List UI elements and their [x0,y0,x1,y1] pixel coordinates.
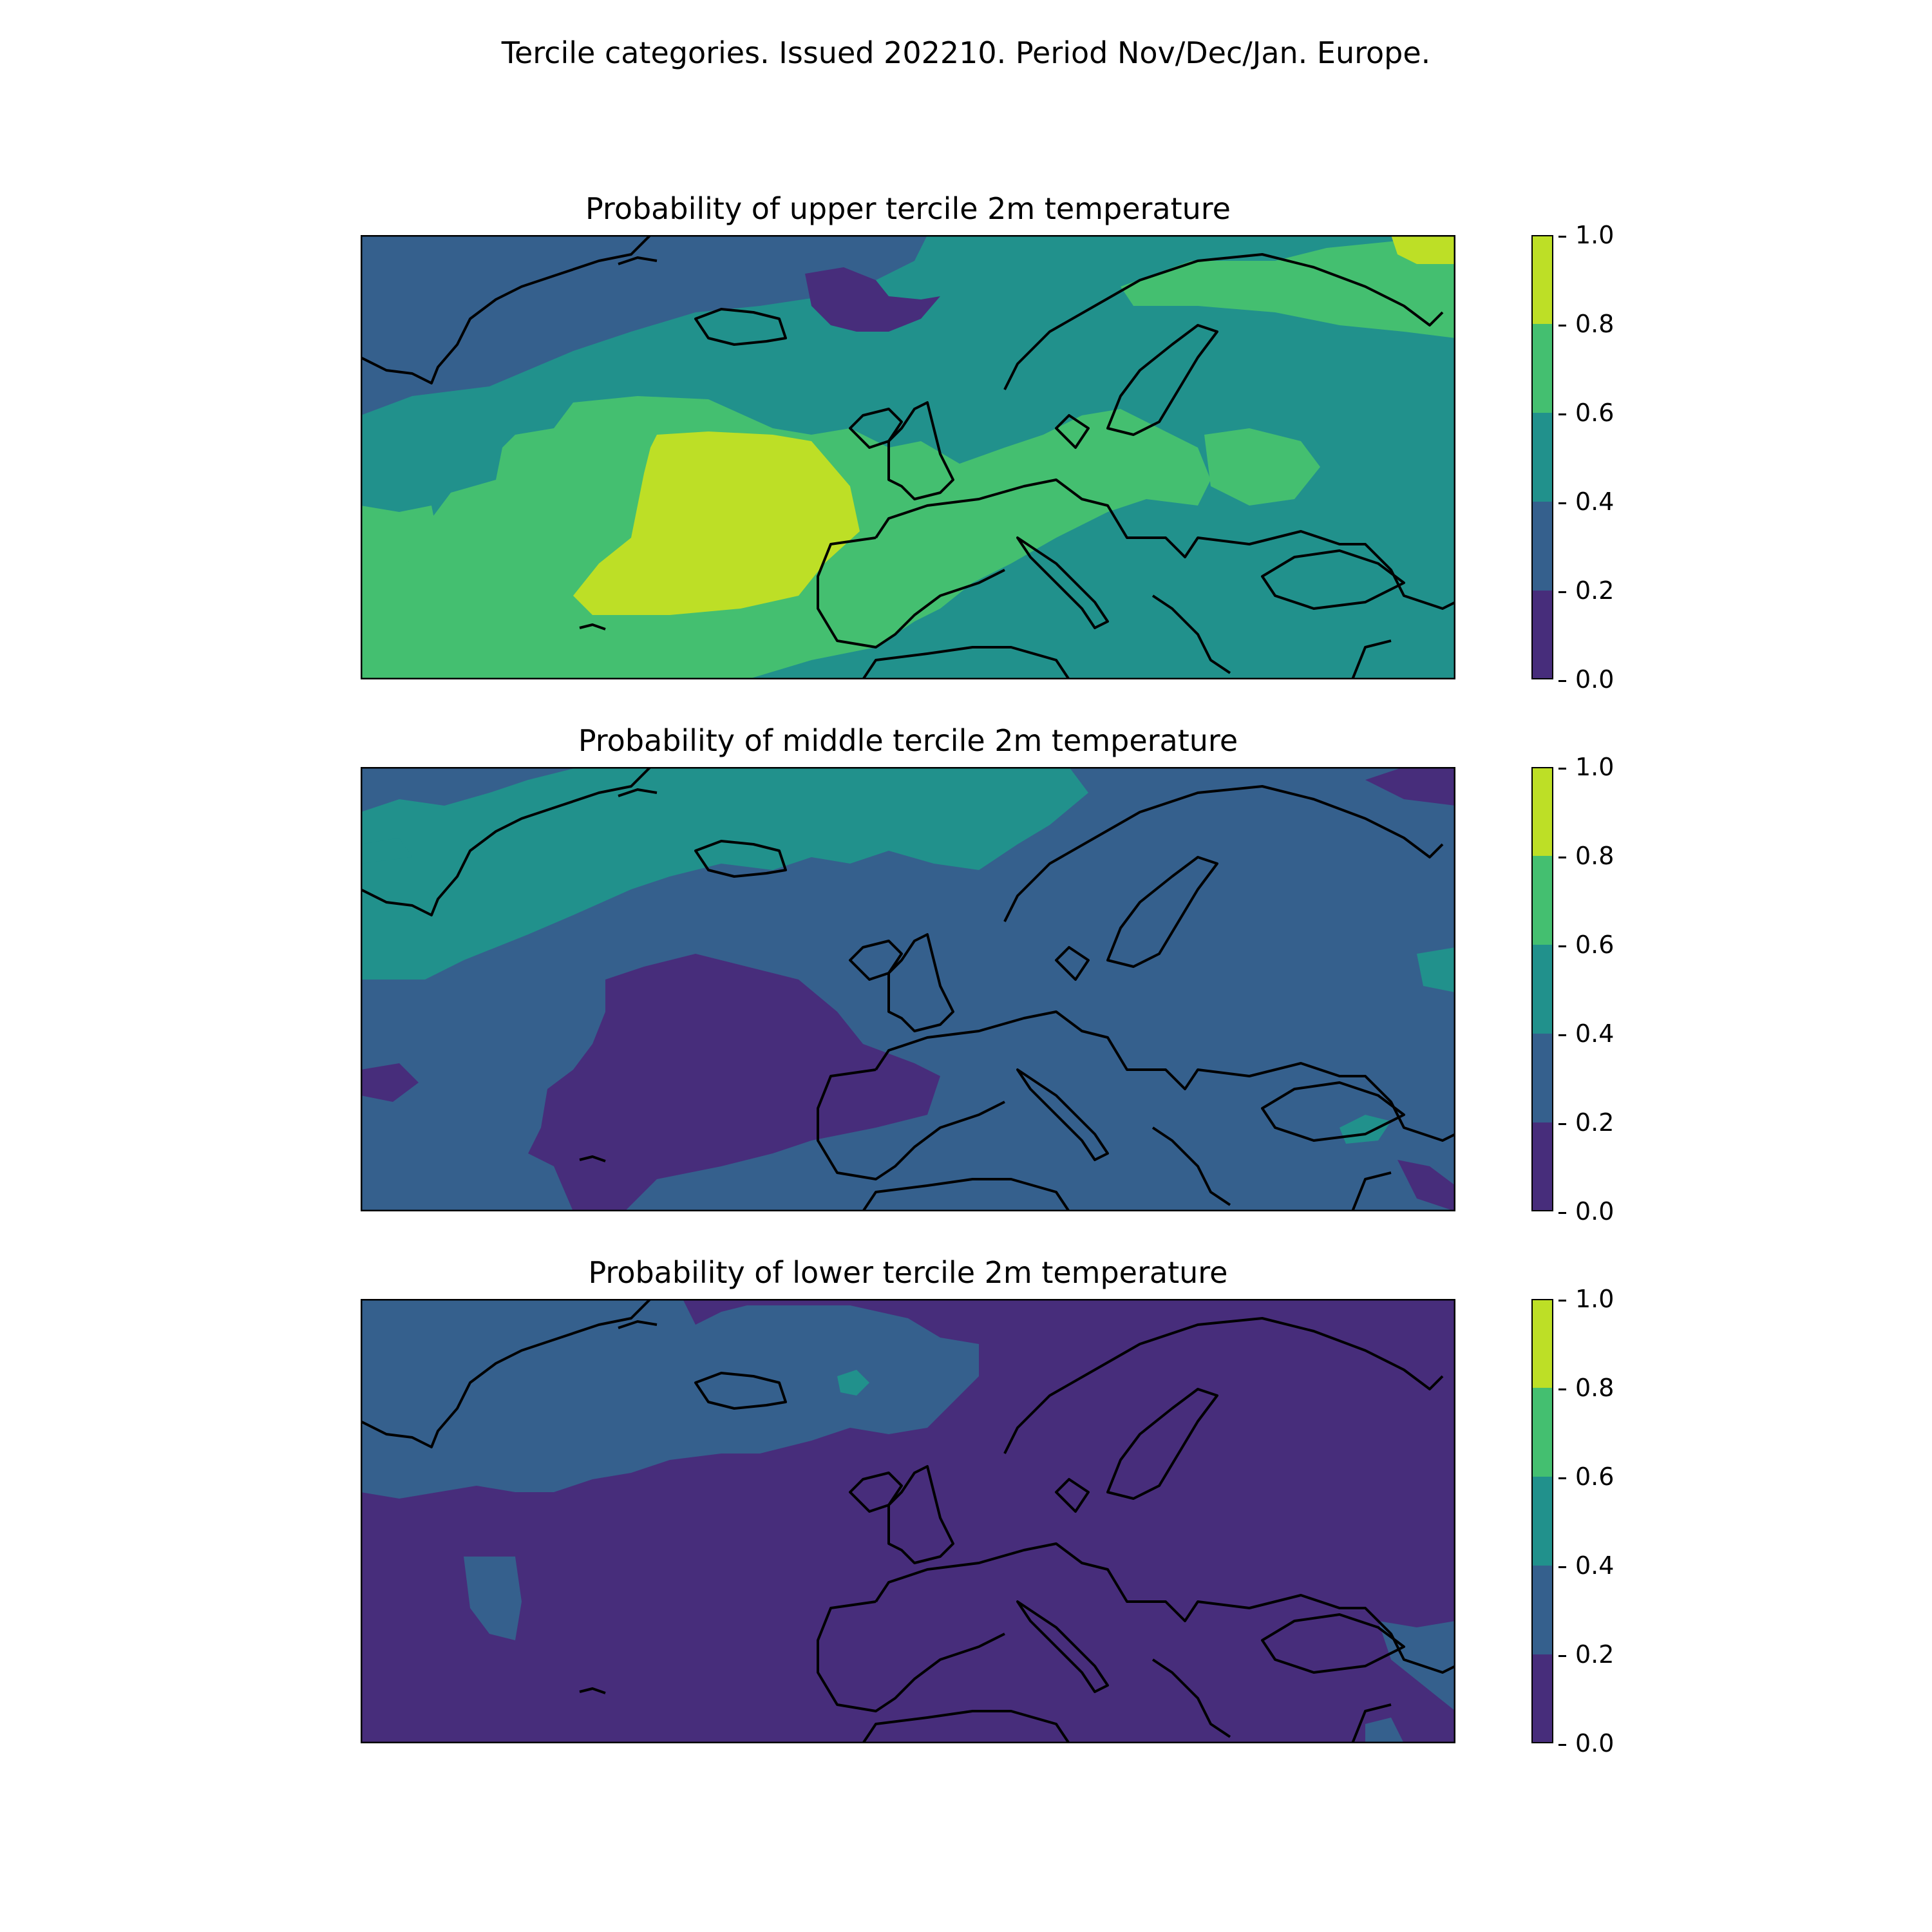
middle-tercile-map-svg [361,767,1455,1211]
cbar-seg-0.0-0.2 [1531,591,1553,679]
cbar1-tick-0.2: 0.2 [1558,578,1614,603]
middle-tercile-title: Probability of middle tercile 2m temperature [578,723,1238,758]
lower-tercile-map[interactable] [361,1299,1455,1743]
cbar3-tick-0.0: 0.0 [1558,1730,1614,1756]
cbar-seg-0.8-1.0 [1531,235,1553,324]
cbar3-tick-0.8: 0.8 [1558,1375,1614,1401]
lower-tercile-title: Probability of lower tercile 2m temperature [588,1255,1228,1290]
cbar2-tick-1.0: 1.0 [1558,754,1614,780]
cbar3-tick-0.6: 0.6 [1558,1464,1614,1490]
cbar1-tick-0.8: 0.8 [1558,311,1614,337]
upper-tercile-map-svg [361,235,1455,679]
cbar-seg-0.2-0.4 [1531,502,1553,591]
cbar2-tick-0.2: 0.2 [1558,1110,1614,1135]
middle-tercile-map[interactable] [361,767,1455,1211]
upper-tercile-map[interactable] [361,235,1455,679]
figure-title: Tercile categories. Issued 202210. Period Nov/Dec/Jan. Europe. [501,35,1431,70]
middle-tercile-colorbar [1531,767,1553,1211]
lower-tercile-colorbar [1531,1299,1553,1743]
upper-tercile-title: Probability of upper tercile 2m temperature [585,191,1231,226]
cbar2-tick-0.0: 0.0 [1558,1198,1614,1224]
cbar-seg-0.6-0.8 [1531,324,1553,413]
cbar1-tick-1.0: 1.0 [1558,222,1614,248]
cbar1-tick-0.6: 0.6 [1558,400,1614,426]
cbar3-tick-0.4: 0.4 [1558,1553,1614,1578]
cbar2-tick-0.8: 0.8 [1558,843,1614,869]
lower-tercile-map-svg [361,1299,1455,1743]
cbar3-tick-1.0: 1.0 [1558,1286,1614,1312]
cbar2-tick-0.6: 0.6 [1558,932,1614,958]
cbar-seg-0.4-0.6 [1531,413,1553,502]
cbar2-tick-0.4: 0.4 [1558,1021,1614,1046]
cbar1-tick-0.4: 0.4 [1558,489,1614,515]
cbar1-tick-0.0: 0.0 [1558,667,1614,692]
upper-tercile-colorbar [1531,235,1553,679]
cbar3-tick-0.2: 0.2 [1558,1642,1614,1667]
